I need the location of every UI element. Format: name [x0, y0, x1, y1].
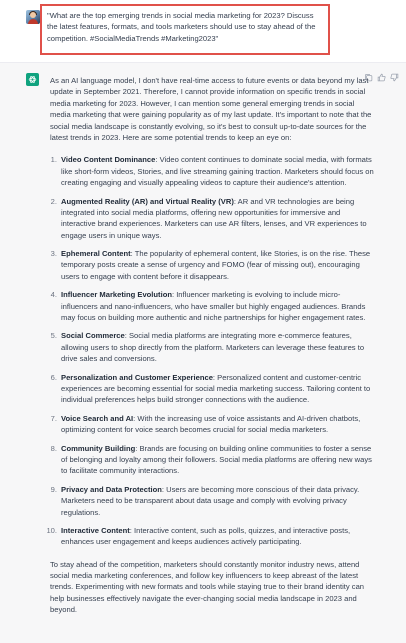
thumbs-up-icon[interactable] [377, 73, 386, 82]
trend-title: Personalization and Customer Experience [61, 372, 213, 382]
trend-body: : Social media platforms are integrating more e-commerce features, allowing users to shop directly from the platform. Marketers can leverage these features to drive sales and conversions. [61, 331, 365, 364]
openai-logo-icon [26, 73, 39, 86]
trend-body: : Users are becoming more conscious of their data privacy. Marketers need to be transparent about data usage and comply with evolving privacy regulations. [61, 484, 360, 517]
user-message-text: "What are the top emerging trends in social media marketing for 2023? Discuss the latest features, formats, and tools marketers should use to stay ahead of the competition. #SocialMediaTrends #Marketing2023" [47, 11, 316, 43]
trend-title: Ephemeral Content [61, 249, 131, 259]
assistant-message-row [0, 62, 406, 643]
trend-number: 8. [50, 443, 57, 453]
trend-body: : Video content continues to dominate social media, with formats like short-form videos, Stories, and live streaming gaining traction. Marketers should focus on creating engaging and visually appealing videos to capture their audience's attention. [61, 155, 374, 188]
trend-number: 10. [46, 525, 57, 535]
trend-item [50, 443, 374, 477]
user-avatar [26, 10, 40, 24]
trend-body: : Personalized content and customer-centric experiences are becoming essential for social media marketing success. Tailoring content to individual preferences helps build stronger connections with the audience. [61, 372, 371, 405]
trend-number: 6. [50, 372, 57, 382]
user-message-highlight [40, 4, 330, 55]
trend-item [50, 289, 374, 323]
trend-number: 2. [50, 196, 57, 206]
trend-item [46, 525, 374, 548]
trend-body: : The popularity of ephemeral content, like Stories, is on the rise. These temporary posts create a sense of urgency and FOMO (fear of missing out), encouraging users to engage with content before it disappears. [61, 249, 371, 281]
intro-paragraph: As an AI language model, I don't have real-time access to future events or data beyond my last update in September 2021. Therefore, I cannot provide information on specific trends in social media marketing for 2023. However, I can mention some general emerging trends in social media marketing that were gaining popularity as of my last update. It's important to note that the social media landscape is constantly evolving, so it's best to consult up-to-date sources for the latest trends in 2023. Here are some potential trends to keep an eye on: [50, 76, 372, 142]
trend-number: 1. [50, 155, 57, 165]
trend-title: Video Content Dominance [61, 155, 156, 165]
trend-body: : Influencer marketing is evolving to include micro-influencers and nano-influencers, who have smaller but highly engaged audiences. Brands may focus on building more authentic and niche partnerships for higher engagement rates. [61, 290, 366, 323]
trend-number: 4. [50, 290, 57, 300]
trend-number: 9. [50, 484, 57, 494]
trend-title: Community Building [61, 443, 136, 453]
trend-number: 3. [50, 249, 57, 259]
trend-item [50, 484, 374, 518]
trend-number: 7. [50, 413, 57, 423]
trend-body: : With the increasing use of voice assistants and AI-driven chatbots, optimizing content for voice search becomes crucial for social media marketers. [61, 413, 361, 435]
trend-number: 5. [50, 331, 57, 341]
trend-item [50, 248, 374, 282]
thumbs-down-icon[interactable] [390, 73, 399, 82]
trend-body: : Interactive content, such as polls, quizzes, and interactive posts, enhances user engagement and keeps audiences actively participating. [61, 525, 351, 547]
trend-title: Voice Search and AI [61, 413, 134, 423]
trend-item [50, 413, 374, 436]
trend-item [50, 196, 374, 242]
trend-body: : Brands are focusing on building online communities to foster a sense of belonging and loyalty among their followers. Social media platforms are offering new ways to facilitate community interactions. [61, 443, 372, 476]
assistant-message-content [46, 75, 374, 627]
trend-title: Augmented Reality (AR) and Virtual Reality (VR) [61, 196, 234, 206]
user-message-row [0, 0, 406, 62]
trend-title: Social Commerce [61, 331, 125, 341]
trends-list [46, 154, 374, 547]
trend-title: Influencer Marketing Evolution [61, 290, 172, 300]
trend-body: : AR and VR technologies are being integrated into social media platforms, offering new opportunities for immersive and interactive brand experiences. Marketers can use AR filters, lenses, and VR experiences to engage users in unique ways. [61, 196, 367, 240]
trend-item [50, 330, 374, 364]
trend-title: Privacy and Data Protection [61, 484, 162, 494]
trend-title: Interactive Content [61, 525, 130, 535]
trend-item [50, 372, 374, 406]
trend-item [50, 154, 374, 188]
conclusion-paragraph: To stay ahead of the competition, marketers should constantly monitor industry news, attend social media marketing conferences, and follow key influencers to keep abreast of the latest trends. Experimenting with new formats and tools while staying true to their brand identity can help businesses effectively navigate the ever-changing social media landscape in 2023 and beyond. [50, 559, 365, 615]
